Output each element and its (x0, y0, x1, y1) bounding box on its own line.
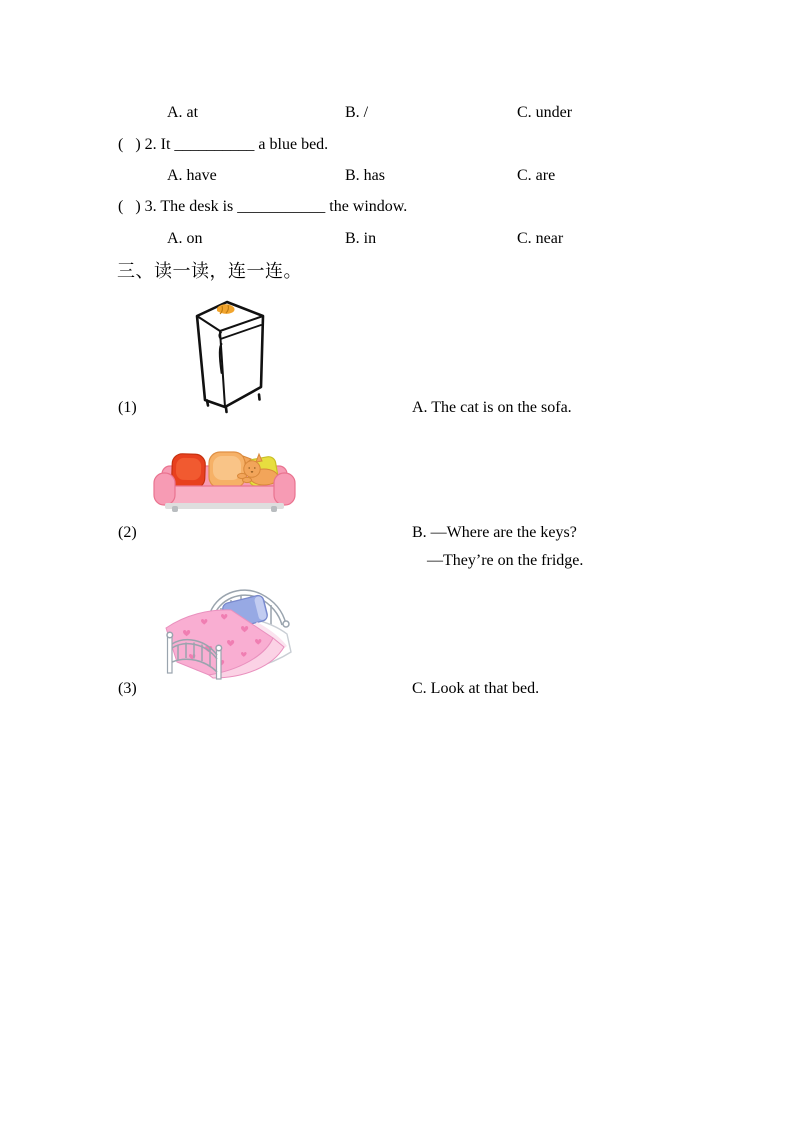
bed-image (153, 582, 298, 680)
orange-cushion (209, 452, 245, 488)
match-item-1-label: (1) (118, 399, 137, 416)
q3-option-b: B. in (345, 230, 377, 247)
fridge-body (197, 302, 263, 407)
q1-option-b: B. / (345, 104, 369, 121)
sofa-leg (172, 506, 178, 512)
match-answer-b-line1: B. —Where are the keys? (412, 524, 577, 541)
sofa-base (165, 503, 284, 509)
sofa-with-cat-illustration (152, 448, 297, 512)
q2-option-c: C. are (517, 167, 556, 184)
match-answer-c: C. Look at that bed. (412, 680, 540, 697)
fridge-with-keys-illustration (195, 299, 265, 415)
section-three-title: 三、读一读，连一连。 (117, 261, 302, 281)
q1-option-c: C. under (517, 104, 573, 121)
bed-illustration (153, 582, 298, 680)
match-answer-a: A. The cat is on the sofa. (412, 399, 572, 416)
sofa-leg (271, 506, 277, 512)
sofa-seat (158, 486, 291, 505)
red-cushion (171, 453, 205, 488)
match-item-2-label: (2) (118, 524, 137, 541)
match-answer-b-line2: —They’re on the fridge. (427, 552, 584, 569)
q1-option-a: A. at (167, 104, 199, 121)
sofa-arm-left (154, 473, 175, 505)
q3-stem: ( ) 3. The desk is ___________ the window. (118, 198, 408, 215)
q2-stem: ( ) 2. It __________ a blue bed. (118, 136, 329, 153)
q3-option-c: C. near (517, 230, 564, 247)
q2-option-b: B. has (345, 167, 385, 184)
match-item-3-label: (3) (118, 680, 137, 697)
sofa-arm-right (274, 473, 295, 505)
q3-option-a: A. on (167, 230, 203, 247)
q2-option-a: A. have (167, 167, 217, 184)
sofa-image (152, 448, 297, 512)
fridge-image (195, 299, 265, 415)
